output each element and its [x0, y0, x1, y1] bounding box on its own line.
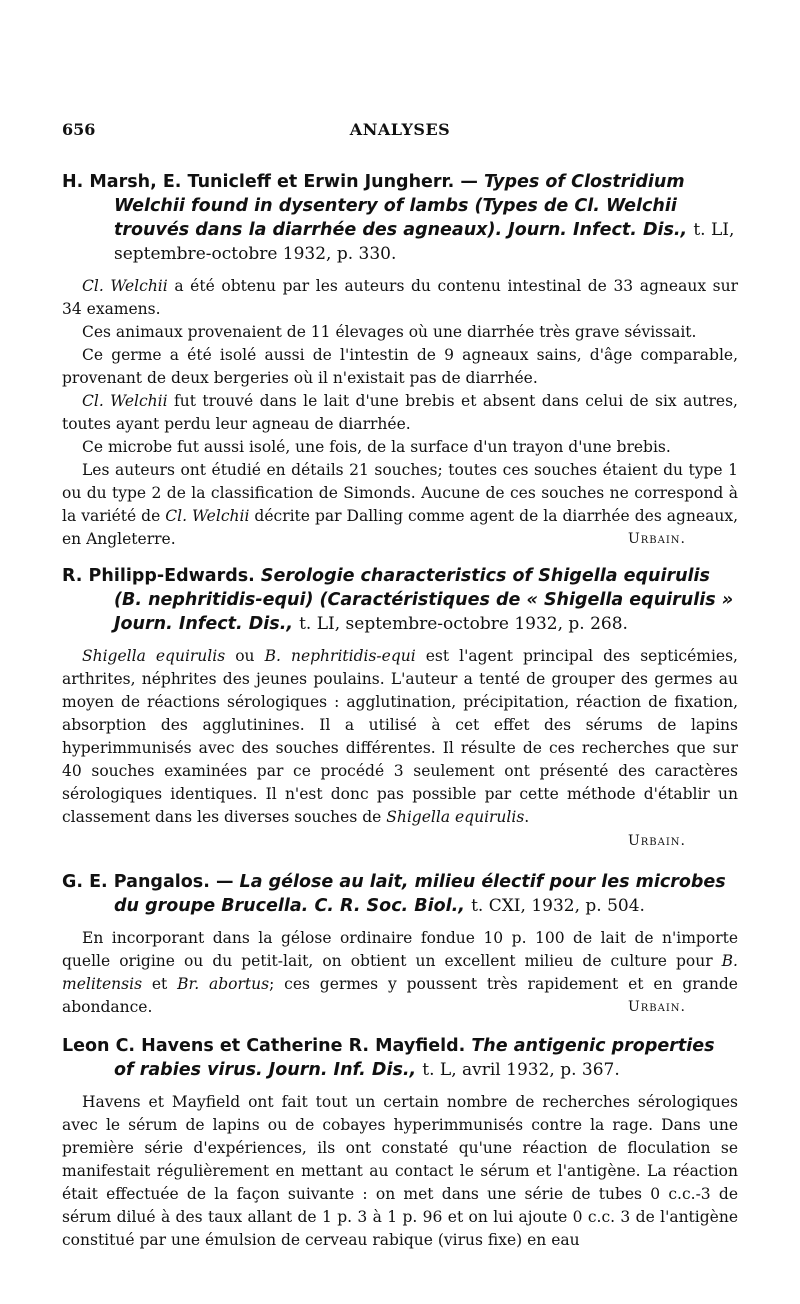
paragraph-text: décrite par Dalling comme agent de la diarrhée des agneaux, en Angleterre.: [62, 507, 739, 548]
page-number: 656: [62, 120, 96, 139]
organism-name: B. melitensis: [62, 952, 738, 993]
journal-name: Journ. Inf. Dis.,: [268, 1060, 417, 1080]
page-header: [62, 120, 738, 144]
dash: —: [460, 172, 478, 192]
paragraph-text: Ce germe a été isolé aussi de l'intestin de 9 agneaux sains, d'âge comparable, provenant de deux bergeries où il n'existait pas de diarrhée.: [62, 346, 738, 387]
paragraph-text: a été obtenu par les auteurs du contenu intestinal de 33 agneaux sur 34 examens.: [62, 277, 739, 318]
citation-heading: [62, 564, 738, 636]
paragraph: Havens et Mayfield ont fait tout un certain nombre de recherches sérologiques avec le sérum de lapins ou de cobayes hyperimmunisés contre la rage. Dans une première série d'expériences, ils ont constaté qu'une réaction de floculation se manifestait régulièrement en mettant au contact le sérum et l'antigène. La réaction était effectuée de la façon suivante : on met dans une série de tubes 0 c.c.-3 de sérum dilué à des taux allant de 1 p. 3 à 1 p. 96 et on lui ajoute 0 c.c. 3 de l'antigène constitué par une émulsion de cerveau rabique (virus fixe) en eau: [62, 1093, 738, 1249]
authors: R. Philipp-Edwards.: [62, 566, 255, 586]
paragraph: [62, 321, 738, 344]
paragraph-text: et: [142, 975, 178, 993]
article-title: The antigenic properties of rabies virus.: [114, 1036, 715, 1080]
paragraph-text: .: [524, 808, 530, 826]
organism-name: Shigella equirulis: [82, 647, 226, 665]
analysis-entry-philipp-edwards: [62, 564, 738, 853]
paragraph-text: En incorporant dans la gélose ordinaire fondue 10 p. 100 de lait de n'importe quelle origine ou du petit-lait, on obtient un excellent milieu de culture pour: [62, 929, 738, 970]
paragraph: [62, 459, 738, 551]
paragraph: [62, 275, 738, 321]
organism-name: Cl. Welchii: [82, 277, 168, 295]
paragraph-text: ; ces germes y poussent très rapidement et en grande abondance.: [62, 975, 738, 1016]
paragraph-text: ou: [225, 647, 265, 665]
paragraph: [62, 344, 738, 390]
abstract-body: [62, 645, 738, 853]
paragraph-text: Ces animaux provenaient de 11 élevages où une diarrhée très grave sévissait.: [82, 323, 697, 341]
citation-heading: [62, 870, 738, 918]
organism-name: Shigella equirulis: [386, 808, 525, 826]
journal-name: C. R. Soc. Biol.,: [314, 896, 465, 916]
abstract-body: [62, 1091, 738, 1252]
signature: Urbain.: [627, 833, 686, 849]
abstract-body: [62, 927, 738, 1019]
paragraph-text: est l'agent principal des septicémies, arthrites, néphrites des jeunes poulains. L'auteur a tenté de grouper des germes au moyen de réactions sérologiques : agglutination, précipitation, réaction de fixation, absorption des agglutinines. Il a utilisé à cet effet des sérums de lapins hyperimmunisés avec des souches différentes. Il résulte de ces recherches que sur 40 souches examinées par ce procédé 3 seulement ont présenté des caractères sérologiques identiques. Il n'est donc pas possible par cette méthode d'établir un classement dans les diverses souches de: [62, 647, 738, 826]
authors: Leon C. Havens et Catherine R. Mayfield.: [62, 1036, 466, 1056]
analysis-entry-marsh: [62, 170, 738, 551]
analysis-entry-havens: [62, 1034, 738, 1252]
organism-name: Cl. Welchii: [165, 507, 250, 525]
organism-name: Cl. Welchii: [82, 392, 168, 410]
article-title: La gélose au lait, milieu électif pour les microbes du groupe Brucella.: [114, 872, 726, 916]
citation-details: t. LI, septembre-octobre 1932, p. 330.: [114, 220, 735, 264]
authors: H. Marsh, E. Tunicleff et Erwin Jungherr.: [62, 172, 455, 192]
signature: Urbain.: [627, 531, 686, 547]
paragraph-text: Ce microbe fut aussi isolé, une fois, de la surface d'un trayon d'une brebis.: [82, 438, 671, 456]
paragraph-text: fut trouvé dans le lait d'une brebis et absent dans celui de six autres, toutes ayant perdu leur agneau de diarrhée.: [62, 392, 738, 433]
citation-details: t. L, avril 1932, p. 367.: [422, 1060, 620, 1080]
running-title: ANALYSES: [349, 120, 451, 139]
article-title: Types of Clostridium Welchii found in dysentery of lambs (Types de Cl. Welchii trouvés dans la diarrhée des agneaux).: [114, 172, 685, 240]
signature: Urbain.: [627, 999, 686, 1015]
paragraph: [62, 390, 738, 436]
paragraph: [62, 645, 738, 829]
paragraph: [62, 436, 738, 459]
organism-name: Br. abortus: [177, 975, 270, 993]
citation-details: t. CXI, 1932, p. 504.: [471, 896, 645, 916]
organism-name: B. nephritidis-equi: [264, 647, 416, 665]
citation-heading: [62, 1034, 738, 1082]
paragraph-text: Les auteurs ont étudié en détails 21 souches; toutes ces souches étaient du type 1 ou du type 2 de la classification de Simonds. Aucune de ces souches ne correspond à la variété de: [62, 461, 738, 525]
journal-name: Journ. Infect. Dis.,: [508, 220, 688, 240]
abstract-body: [62, 275, 738, 551]
analysis-entry-pangalos: [62, 870, 738, 1019]
article-title: Serologie characteristics of Shigella equirulis (B. nephritidis-equi) (Caractéristiques de « Shigella equirulis » Journ. Infect. Dis.,: [114, 566, 734, 634]
paragraph: [62, 927, 738, 1019]
citation-details: t. LI, septembre-octobre 1932, p. 268.: [299, 614, 628, 634]
dash: —: [215, 872, 234, 892]
citation-heading: [62, 170, 738, 266]
authors: G. E. Pangalos.: [62, 872, 210, 892]
